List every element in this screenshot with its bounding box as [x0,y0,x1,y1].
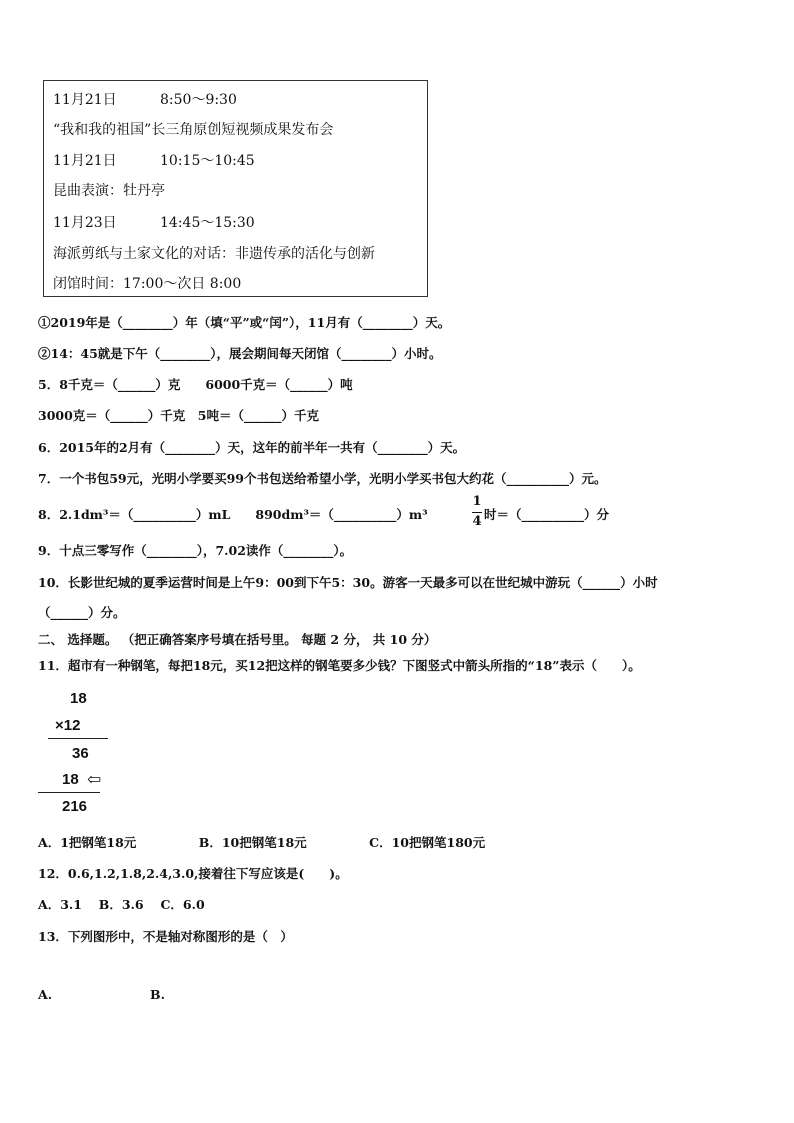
fraction-numerator: 1 [472,494,482,509]
product-line-1 [48,738,108,739]
question-10b: （______）分。 [38,605,126,620]
question-10a: 10．长影世纪城的夏季运营时间是上午9：00到下午5：30。游客一天最多可以在世纪城中游玩（______）小时 [38,575,658,590]
schedule-box [43,80,428,297]
fraction-bar [472,512,482,513]
question-11: 11．超市有一种钢笔，每把18元，买12把这样的钢笔要多少钱？下图竖式中箭头所指的“18”表示（ ）。 [38,658,641,673]
schedule-time-3: 14:45～15:30 [160,215,255,231]
question-12: 12．0.6,1.2,1.8,2.4,3.0,接着往下写应该是( )。 [38,866,348,881]
schedule-date-1: 11月21日 [53,92,117,108]
schedule-event-2: 昆曲表演：牡丹亭 [53,183,165,199]
section-2-heading: 二、 选择题。 （把正确答案序号填在括号里。 每题 2 分， 共 10 分） [38,632,437,647]
question-8b: 时＝（__________）分 [484,507,610,522]
question-11-options: A．1把钢笔18元 B．10把钢笔18元 C．10把钢笔180元 [38,835,486,850]
question-4a: ①2019年是（________）年（填“平”或“闰”），11月有（________）天。 [38,315,451,330]
multiplier: ×12 [55,717,81,734]
multiplicand: 18 [70,690,87,707]
product-line-2 [38,792,100,793]
partial-product-2: 18 [62,771,79,788]
question-13: 13．下列图形中，不是轴对称图形的是（ ） [38,929,293,944]
closing-time: 闭馆时间：17:00～次日 8:00 [53,276,242,292]
question-12-options: A．3.1 B．3.6 C．6.0 [38,897,205,912]
final-product: 216 [62,798,88,815]
question-9: 9．十点三零写作（________），7.02读作（________）。 [38,543,353,558]
schedule-date-2: 11月21日 [53,153,117,169]
fraction-denominator: 4 [472,514,482,529]
question-8a: 8．2.1dm³＝（__________）mL 890dm³＝（__________）m³ [38,507,428,522]
schedule-event-1: “我和我的祖国”长三角原创短视频成果发布会 [53,122,334,138]
option-b-label: B. [150,987,165,1002]
question-4b: ②14：45就是下午（________），展会期间每天闭馆（________）小时。 [38,346,442,361]
schedule-time-2: 10:15～10:45 [160,153,255,169]
question-5b: 3000克＝（______）千克 5吨＝（______）千克 [38,408,319,423]
left-arrow-icon: ⇦ [87,770,102,790]
question-5a: 5．8千克＝（______）克 6000千克＝（______）吨 [38,377,353,392]
schedule-event-3: 海派剪纸与土家文化的对话：非遗传承的活化与创新 [53,246,375,262]
option-a-label: A. [38,987,53,1002]
question-6: 6．2015年的2月有（________）天，这年的前半年一共有（________）天。 [38,440,466,455]
schedule-time-1: 8:50～9:30 [160,92,237,108]
question-7: 7．一个书包59元，光明小学要买99个书包送给希望小学，光明小学买书包大约花（__________）元。 [38,471,607,486]
schedule-date-3: 11月23日 [53,215,117,231]
partial-product-1: 36 [72,745,89,762]
